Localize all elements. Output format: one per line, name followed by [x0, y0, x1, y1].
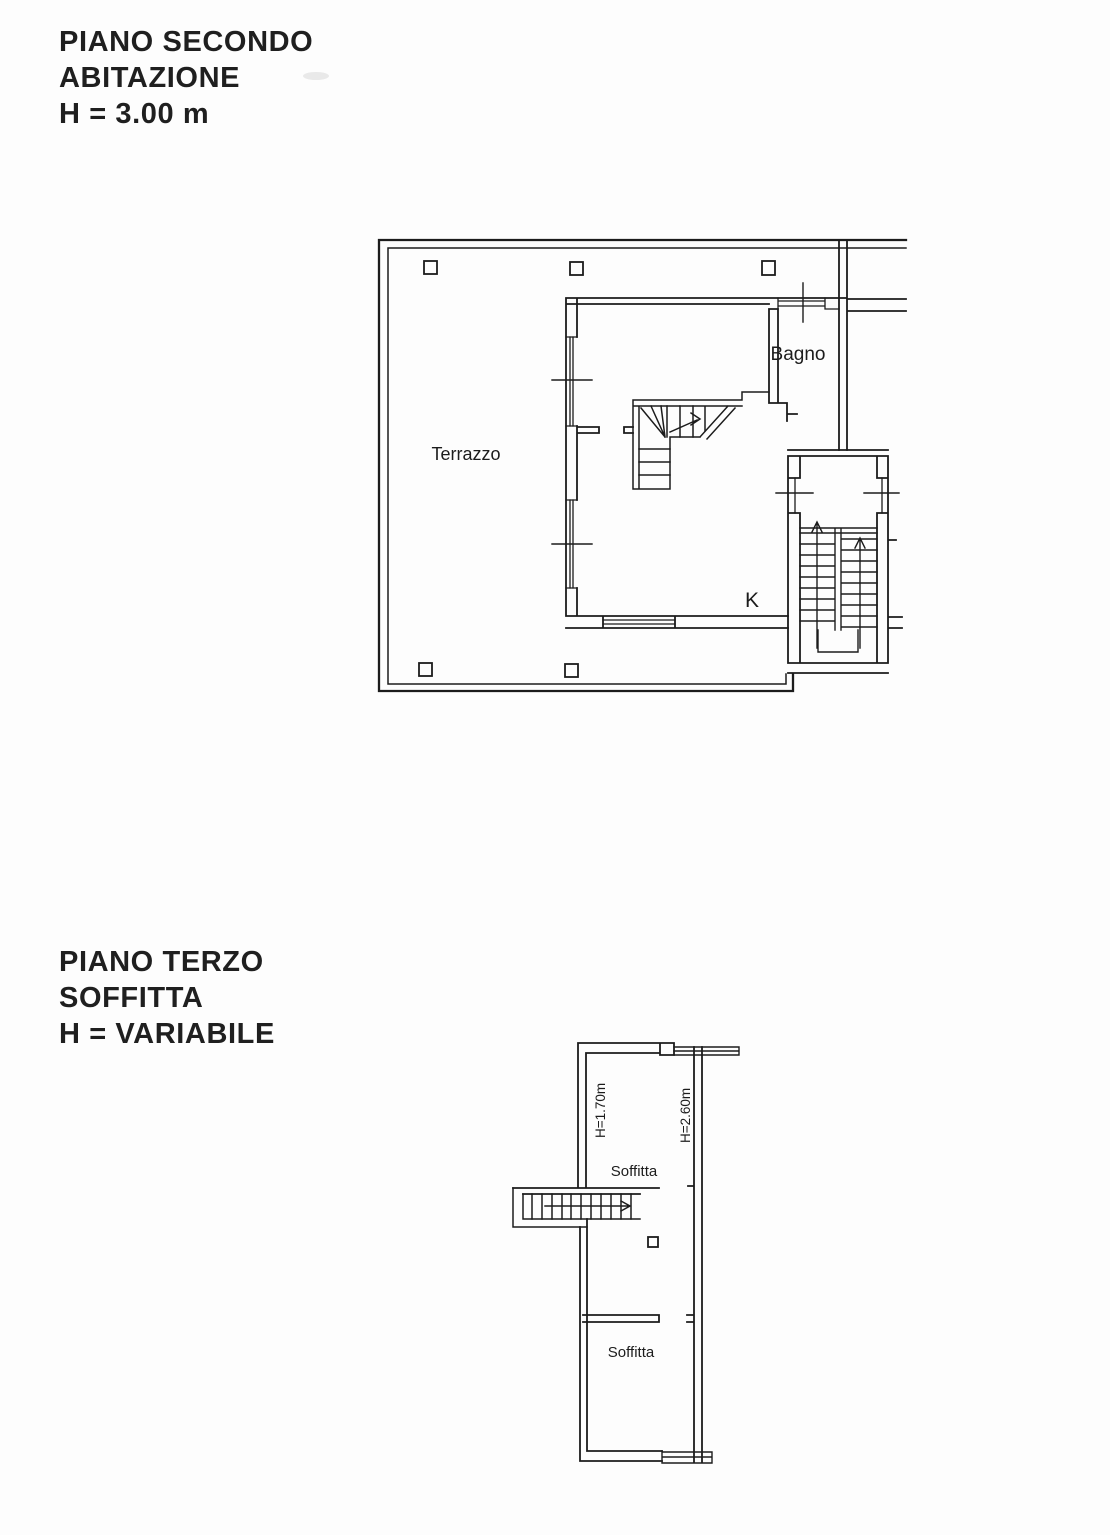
height-label-left: H=1.70m — [593, 1082, 608, 1138]
title-line: PIANO SECONDO — [59, 26, 314, 58]
stair-direction-arrow — [670, 413, 700, 432]
height-label-right: H=2.60m — [678, 1087, 693, 1143]
room-label-soffitta-upper: Soffitta — [610, 1163, 658, 1180]
room-label-terrazzo: Terrazzo — [431, 444, 501, 464]
title-line: SOFFITTA — [59, 982, 204, 1014]
room-label-soffitta-lower: Soffitta — [607, 1344, 655, 1361]
room-label-kitchen: K — [745, 589, 760, 612]
column-marker — [565, 664, 578, 677]
column-marker — [570, 262, 583, 275]
wall-band-lines — [662, 1047, 739, 1463]
window-sill-ticks — [566, 337, 577, 588]
column-marker — [424, 261, 437, 274]
scan-artifact — [303, 72, 329, 80]
plan-piano-secondo — [379, 240, 906, 691]
attic-stair-direction-arrow — [545, 1201, 630, 1211]
internal-staircase — [633, 392, 769, 489]
room-label-bagno: Bagno — [770, 344, 826, 365]
plan-piano-terzo — [513, 1043, 739, 1463]
stairwell — [788, 450, 902, 673]
stairwell-window-glazing — [795, 478, 882, 513]
title-line: PIANO TERZO — [59, 946, 264, 978]
terrace-parapet-inner — [388, 248, 906, 684]
stairwell-direction-arrows — [812, 522, 865, 648]
stairwell-treads — [800, 528, 877, 652]
title-line: ABITAZIONE — [59, 62, 241, 94]
title-line: H = 3.00 m — [59, 98, 210, 130]
column-marker — [648, 1237, 658, 1247]
title-line: H = VARIABILE — [59, 1018, 275, 1050]
apartment-walls — [566, 241, 906, 628]
column-marker — [762, 261, 775, 275]
column-marker — [419, 663, 432, 676]
terrace-columns — [419, 261, 775, 677]
